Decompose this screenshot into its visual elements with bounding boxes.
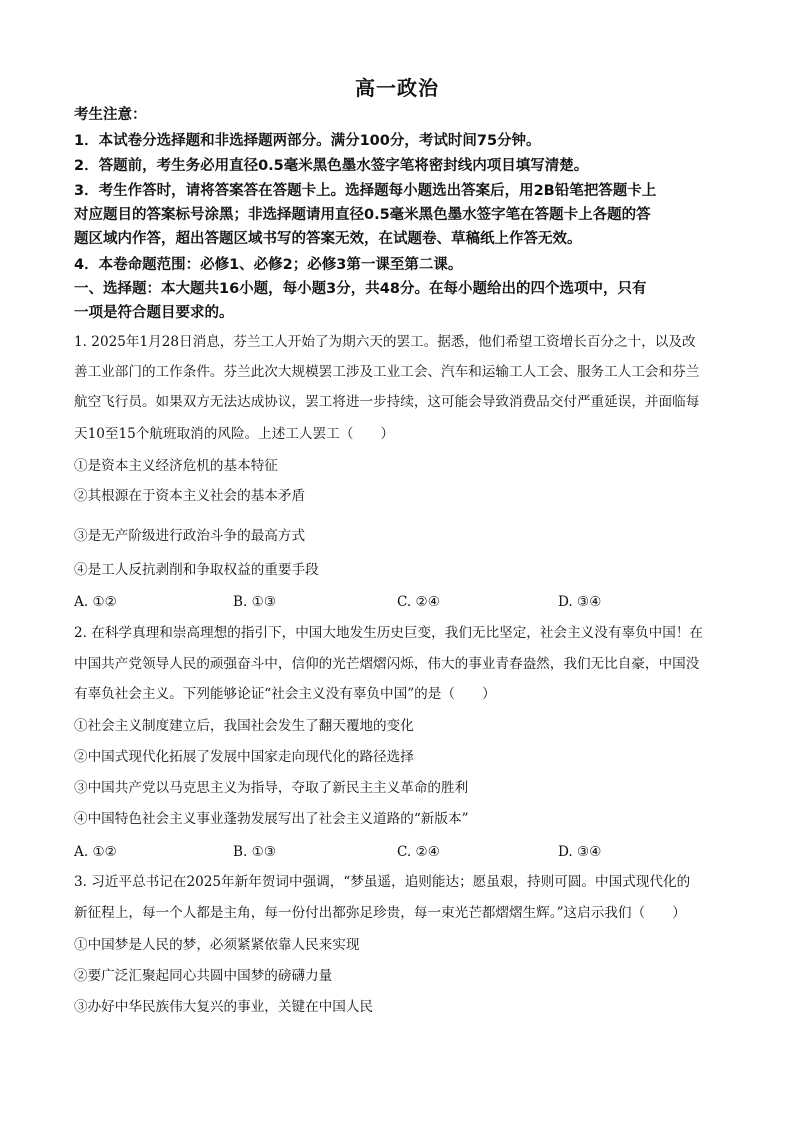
question-statement: ②其根源在于资本主义社会的基本矛盾 — [74, 488, 306, 504]
question-stem: 有辜负社会主义。下列能够论证“社会主义没有辜负中国”的是（ ） — [74, 686, 496, 702]
notice-item: 4．本卷命题范围：必修1、必修2；必修3第一课至第二课。 — [74, 257, 463, 273]
option-c[interactable]: C. ②④ — [397, 844, 440, 860]
question-stem: 航空飞行员。如果双方无法达成协议，罢工将进一步持续，这可能会导致消费品交付严重延误，并面临每 — [74, 394, 700, 410]
question-statement: ③办好中华民族伟大复兴的事业，关键在中国人民 — [74, 999, 374, 1015]
question-statement: ①社会主义制度建立后，我国社会发生了翻天覆地的变化 — [74, 718, 414, 734]
section-heading: 一项是符合题目要求的。 — [74, 305, 234, 321]
option-c[interactable]: C. ②④ — [397, 594, 440, 610]
option-a[interactable]: A. ①② — [74, 594, 117, 610]
notice-item: 1．本试卷分选择题和非选择题两部分。满分100分，考试时间75分钟。 — [74, 133, 541, 149]
question-stem: 新征程上，每一个人都是主角，每一份付出都弥足珍贵，每一束光芒都熠熠生辉。”这启示我们（ ） — [74, 905, 686, 921]
question-statement: ②要广泛汇聚起同心共圆中国梦的磅礴力量 — [74, 968, 333, 984]
notice-item: 3．考生作答时，请将答案答在答题卡上。选择题每小题选出答案后，用2B铅笔把答题卡上 — [74, 183, 657, 199]
notice-item: 对应题目的答案标号涂黑；非选择题请用直径0.5毫米黑色墨水签字笔在答题卡上各题的答 — [74, 207, 651, 223]
notice-heading: 考生注意： — [74, 107, 147, 123]
question-statement: ③中国共产党以马克思主义为指导，夺取了新民主主义革命的胜利 — [74, 780, 469, 796]
question-statement: ①是资本主义经济危机的基本特征 — [74, 458, 278, 474]
option-a[interactable]: A. ①② — [74, 844, 117, 860]
question-stem: 天10至15个航班取消的风险。上述工人罢工（ ） — [74, 426, 395, 442]
option-b[interactable]: B. ①③ — [233, 844, 277, 860]
question-stem: 2. 在科学真理和崇高理想的指引下，中国大地发生历史巨变，我们无比坚定，社会主义没有辜负中国！在 — [74, 625, 704, 641]
question-stem: 中国共产党领导人民的顽强奋斗中，信仰的光芒熠熠闪烁，伟大的事业青春盎然，我们无比自豪，中国没 — [74, 656, 700, 672]
question-stem: 1. 2025年1月28日消息，芬兰工人开始了为期六天的罢工。据悉，他们希望工资增长百分之十，以及改 — [74, 334, 696, 350]
option-d[interactable]: D. ③④ — [558, 594, 602, 610]
question-statement: ②中国式现代化拓展了发展中国家走向现代化的路径选择 — [74, 749, 414, 765]
option-b[interactable]: B. ①③ — [233, 594, 277, 610]
page-title: 高一政治 — [355, 76, 439, 100]
question-statement: ④是工人反抗剥削和争取权益的重要手段 — [74, 562, 319, 578]
question-statement: ④中国特色社会主义事业蓬勃发展写出了社会主义道路的“新版本” — [74, 811, 469, 827]
question-statement: ③是无产阶级进行政治斗争的最高方式 — [74, 528, 306, 544]
option-d[interactable]: D. ③④ — [558, 844, 602, 860]
question-stem: 3. 习近平总书记在2025年新年贺词中强调，“梦虽遥，追则能达；愿虽艰，持则可圆。中国式现代化的 — [74, 874, 691, 890]
question-stem: 善工业部门的工作条件。芬兰此次大规模罢工涉及工业工会、汽车和运输工人工会、服务工人工会和芬兰 — [74, 364, 700, 380]
section-heading: 一、选择题：本大题共16小题，每小题3分，共48分。在每小题给出的四个选项中，只有 — [74, 281, 647, 297]
notice-item: 题区域内作答，超出答题区域书写的答案无效，在试题卷、草稿纸上作答无效。 — [74, 231, 582, 247]
question-statement: ①中国梦是人民的梦，必须紧紧依靠人民来实现 — [74, 937, 360, 953]
notice-item: 2．答题前，考生务必用直径0.5毫米黑色墨水签字笔将密封线内项目填写清楚。 — [74, 158, 589, 174]
